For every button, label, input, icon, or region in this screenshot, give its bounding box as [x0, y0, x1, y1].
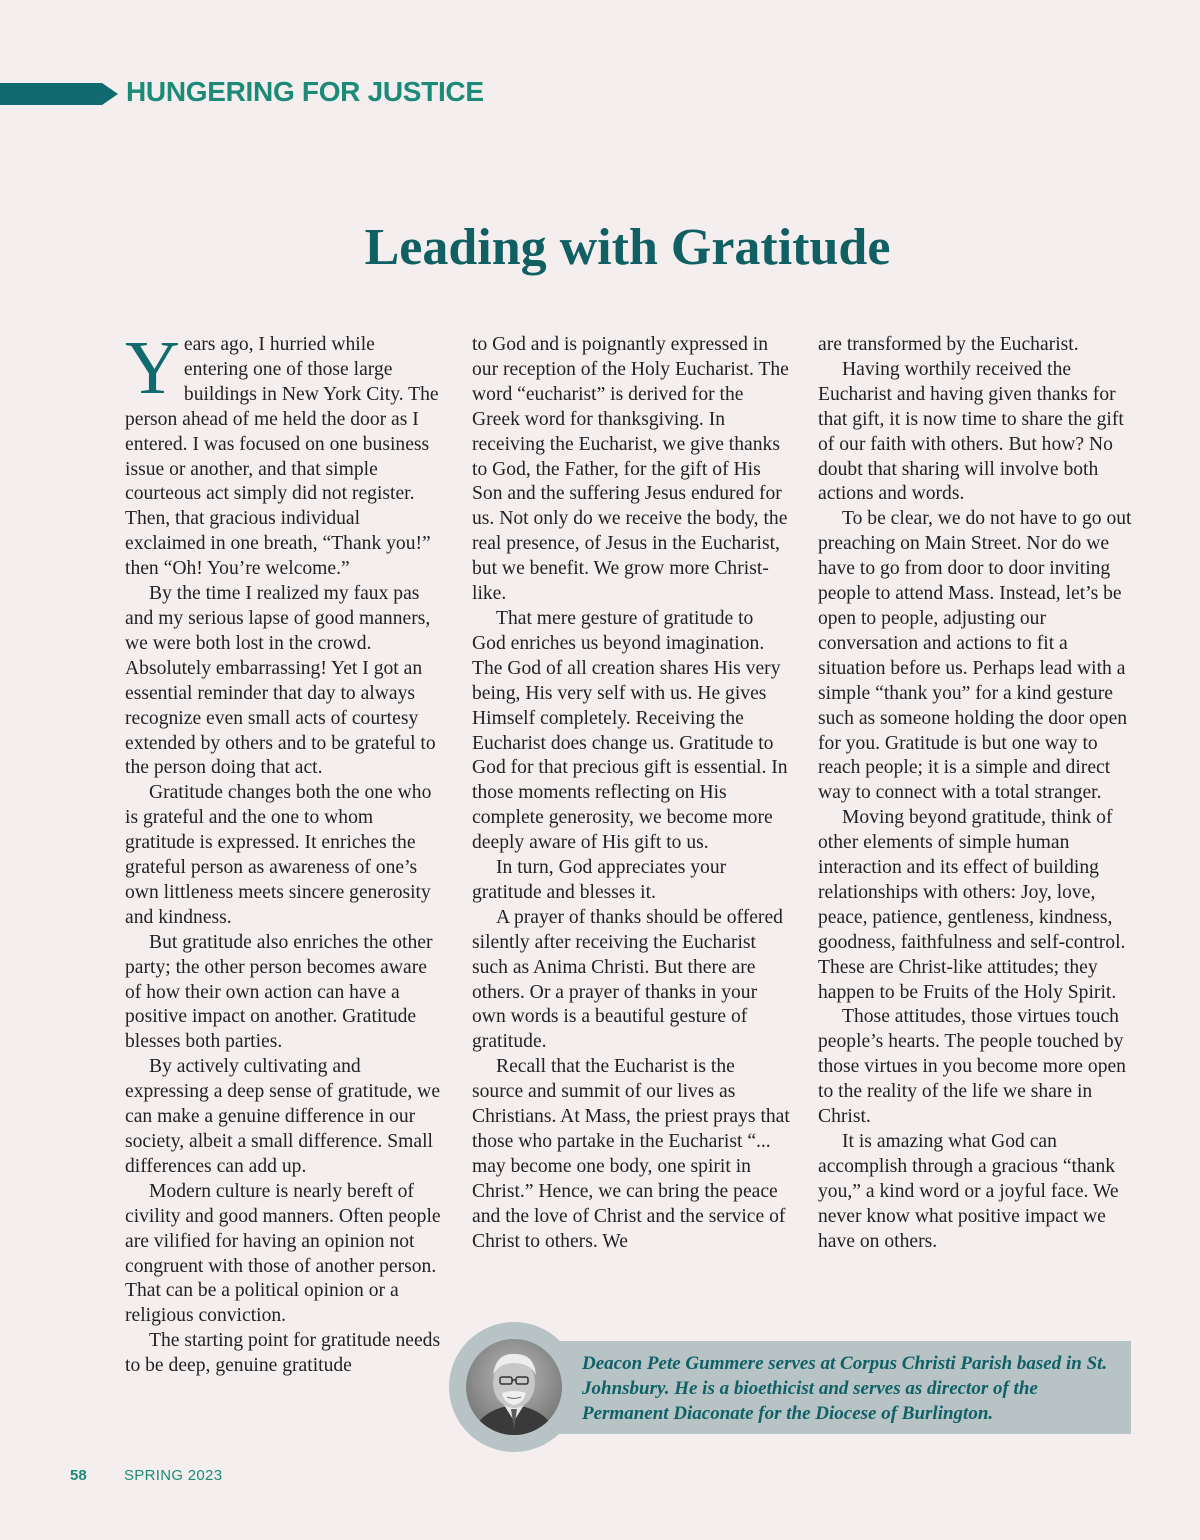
section-banner-bar: [0, 83, 102, 105]
paragraph: To be clear, we do not have to go out preaching on Main Street. Nor do we have to go from door to door inviting people to attend Mass. Instead, let’s be open to people, adjusting our conversation and actions to fit a situation before us. Perhaps lead with a simple “thank you” for a kind gesture such as someone holding the door open for you. Gratitude is but one way to reach people; it is a simple and direct way to connect with a total stranger.: [818, 508, 1132, 804]
paragraph: are transformed by the Eucharist.: [818, 334, 1079, 355]
section-banner-arrow: [102, 83, 118, 105]
paragraph: By actively cultivating and expressing a deep sense of gratitude, we can make a genuine difference in our society, albeit a small difference. Small differences can add up.: [125, 1056, 441, 1177]
paragraph: That mere gesture of gratitude to God enriches us beyond imagination. The God of all creation shares His very being, His very self with us. He gives Himself completely. Receiving the Eucharist does change us. Gratitude to God for that precious gift is essential. In those moments reflecting on His complete generosity, we become more deeply aware of His gift to us.: [472, 607, 788, 854]
drop-cap: Y: [125, 326, 180, 410]
paragraph: Recall that the Eucharist is the source and summit of our lives as Christians. At Mass, the priest prays that those who partake in the Eucharist “... may become one body, one spirit in Christ.” Hence, we can bring the peace and the love of Christ and the service of Christ to others. We: [472, 1056, 790, 1252]
article-column-3: [818, 333, 1136, 1255]
article-column-2: [472, 333, 790, 1255]
paragraph: Modern culture is nearly bereft of civility and good manners. Often people are vilified for having an opinion not congruent with those of another person. That can be a political opinion or a religious conviction.: [125, 1180, 441, 1327]
author-bio: Deacon Pete Gummere serves at Corpus Christi Parish based in St. Johnsbury. He is a bioethicist and serves as director of the Permanent Diaconate for the Diocese of Burlington.: [582, 1353, 1108, 1424]
paragraph: It is amazing what God can accomplish through a gracious “thank you,” a kind word or a joyful face. We never know what positive impact we have on others.: [818, 1131, 1119, 1252]
paragraph: But gratitude also enriches the other party; the other person becomes aware of how their own action can have a positive impact on another. Gratitude blesses both parties.: [125, 931, 433, 1053]
article-column-1: [125, 326, 443, 1379]
paragraph: The starting point for gratitude needs to be deep, genuine gratitude: [125, 1330, 441, 1377]
paragraph: By the time I realized my faux pas and my serious lapse of good manners, we were both lost in the crowd. Absolutely embarrassing! Yet I got an essential reminder that day to always recognize even small acts of courtesy extended by others and to be grateful to the person doing that act.: [125, 583, 436, 779]
section-label: HUNGERING FOR JUSTICE: [126, 76, 484, 107]
paragraph: Those attitudes, those virtues touch people’s hearts. The people touched by those virtues in you become more open to the reality of the life we share in Christ.: [818, 1006, 1126, 1128]
issue-label: SPRING 2023: [124, 1467, 223, 1484]
page-number: 58: [70, 1467, 87, 1484]
paragraph: Having worthily received the Eucharist and having given thanks for that gift, it is now time to share the gift of our faith with others. But how? No doubt that sharing will involve both actions and words.: [818, 358, 1124, 505]
paragraph: A prayer of thanks should be offered silently after receiving the Eucharist such as Anima Christi. But there are others. Or a prayer of thanks in your own words is a beautiful gesture of gratitude.: [472, 906, 783, 1053]
author-photo: [466, 1339, 562, 1435]
paragraph: In turn, God appreciates your gratitude and blesses it.: [472, 857, 727, 903]
paragraph: Gratitude changes both the one who is grateful and the one to whom gratitude is expressed. It enriches the grateful person as awareness of one’s own littleness meets sincere generosity and kindness.: [125, 782, 432, 928]
article-title: Leading with Gratitude: [364, 219, 891, 276]
paragraph: Years ago, I hurried while entering one of those large buildings in New York City. The person ahead of me held the door as I entered. I was focused on one business issue or another, and that simple courteous act simply did not register. Then, that gracious individual exclaimed in one breath, “Thank you!” then “Oh! You’re welcome.”: [125, 326, 439, 580]
paragraph: Moving beyond gratitude, think of other elements of simple human interaction and its effect of building relationships with others: Joy, love, peace, patience, gentleness, kindness, goodness, faithfulness and self-control. These are Christ-like attitudes; they happen to be Fruits of the Holy Spirit.: [818, 807, 1126, 1003]
paragraph: to God and is poignantly expressed in our reception of the Holy Eucharist. The word “eucharist” is derived for the Greek word for thanksgiving. In receiving the Eucharist, we give thanks to God, the Father, for the gift of His Son and the suffering Jesus endured for us. Not only do we receive the body, the real presence, of Jesus in the Eucharist, but we benefit. We grow more Christ-like.: [472, 334, 789, 605]
